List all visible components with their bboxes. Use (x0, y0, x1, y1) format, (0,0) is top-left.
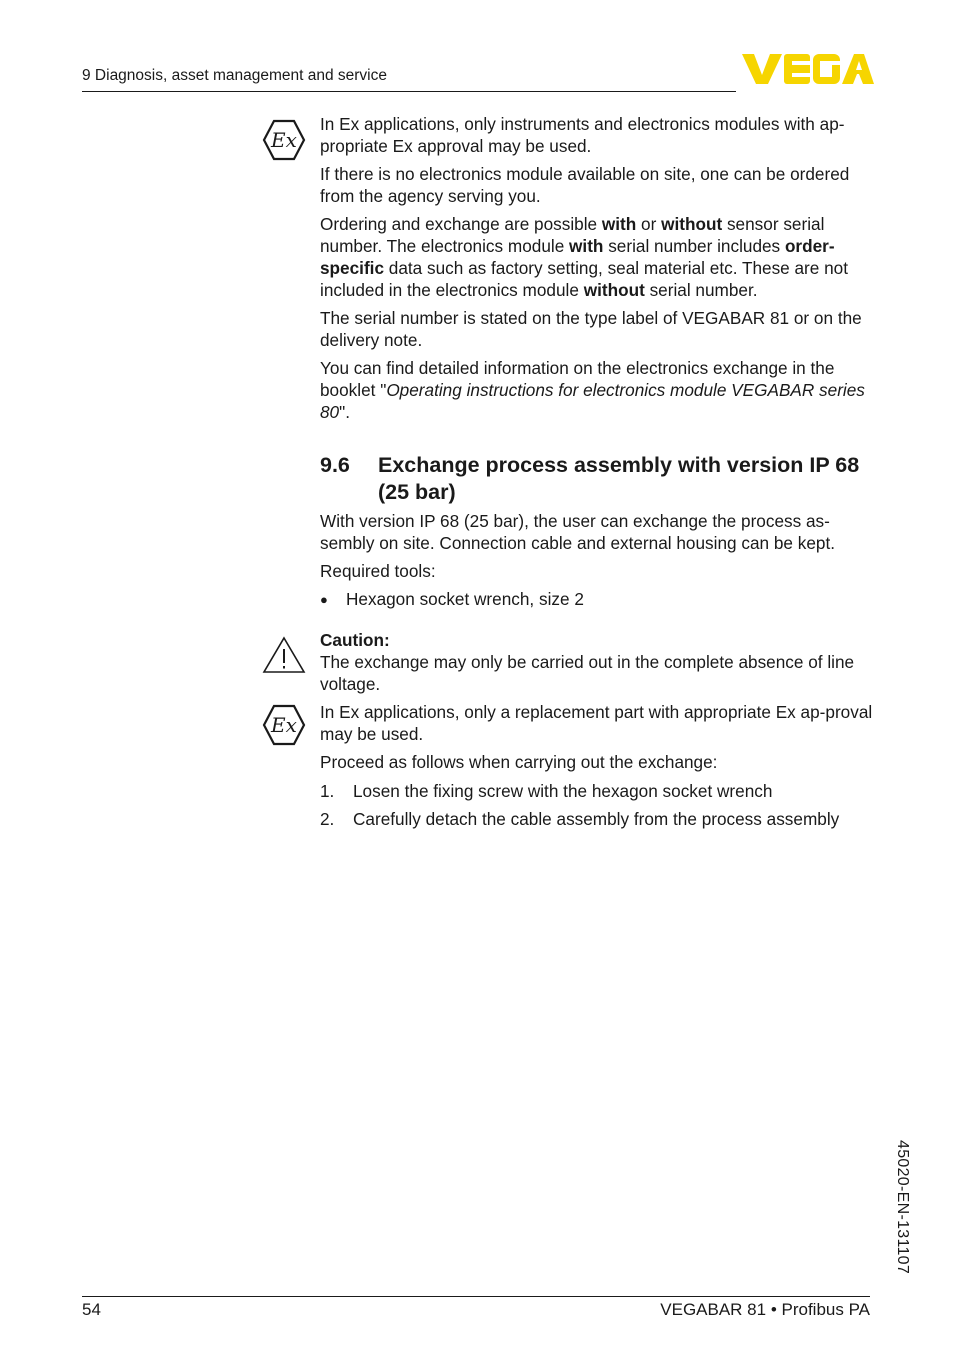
ordering-paragraph: Ordering and exchange are possible with or without sensor serial number. The electronics module with serial number includes order-specific data such as factory setting, seal material etc. These are not included in the electronics module without serial number. (320, 214, 849, 300)
list-item: ● Hexagon socket wrench, size 2 (320, 589, 584, 610)
caution-title: Caution: (320, 630, 390, 651)
no-module-note: If there is no electronics module available on site, one can be ordered from the agency serving you. (320, 164, 850, 206)
caution-block (320, 630, 876, 695)
section-heading (320, 452, 876, 506)
vega-logo (742, 48, 874, 88)
serial-number-note: The serial number is stated on the type label of VEGABAR 81 or on the delivery note. (320, 308, 862, 350)
bullet-dot-icon: ● (320, 592, 328, 608)
main-content (320, 114, 876, 837)
svg-text:Ex: Ex (271, 128, 297, 152)
running-header: 9 Diagnosis, asset management and service (82, 67, 387, 84)
footer-divider (82, 1296, 870, 1297)
caution-text: The exchange may only be carried out in the complete absence of line voltage. (320, 651, 855, 694)
ex-atex-icon (262, 118, 306, 162)
warning-triangle-icon (262, 635, 306, 675)
page-number: 54 (82, 1300, 101, 1319)
step-item: 1. Losen the fixing screw with the hexagon socket wrench (320, 780, 773, 801)
ex-note-instruments: In Ex applications, only instruments and electronics modules with ap-propriate Ex approval may be used. (320, 114, 845, 156)
required-tools-label: Required tools: (320, 560, 436, 581)
ex-note-replacement: In Ex applications, only a replacement part with appropriate Ex ap-proval may be used. (320, 702, 873, 744)
proceed-note: Proceed as follows when carrying out the exchange: (320, 752, 718, 773)
section-number: 9.6 (320, 452, 350, 477)
document-code: 45020-EN-131107 (894, 1140, 911, 1275)
booklet-reference: You can find detailed information on the electronics exchange in the booklet "Operating instructions for electronics module VEGABAR series 80". (320, 358, 865, 422)
section-title: Exchange process assembly with version IP 68 (25 bar) (378, 452, 860, 504)
step-item: 2. Carefully detach the cable assembly from the process assembly (320, 809, 840, 830)
product-name: VEGABAR 81 • Profibus PA (660, 1300, 870, 1319)
header-divider (82, 91, 736, 92)
intro-paragraph: With version IP 68 (25 bar), the user can exchange the process as-sembly on site. Connection cable and external housing can be kept. (320, 510, 835, 553)
svg-text:Ex: Ex (271, 713, 297, 737)
ex-atex-icon (262, 703, 306, 747)
